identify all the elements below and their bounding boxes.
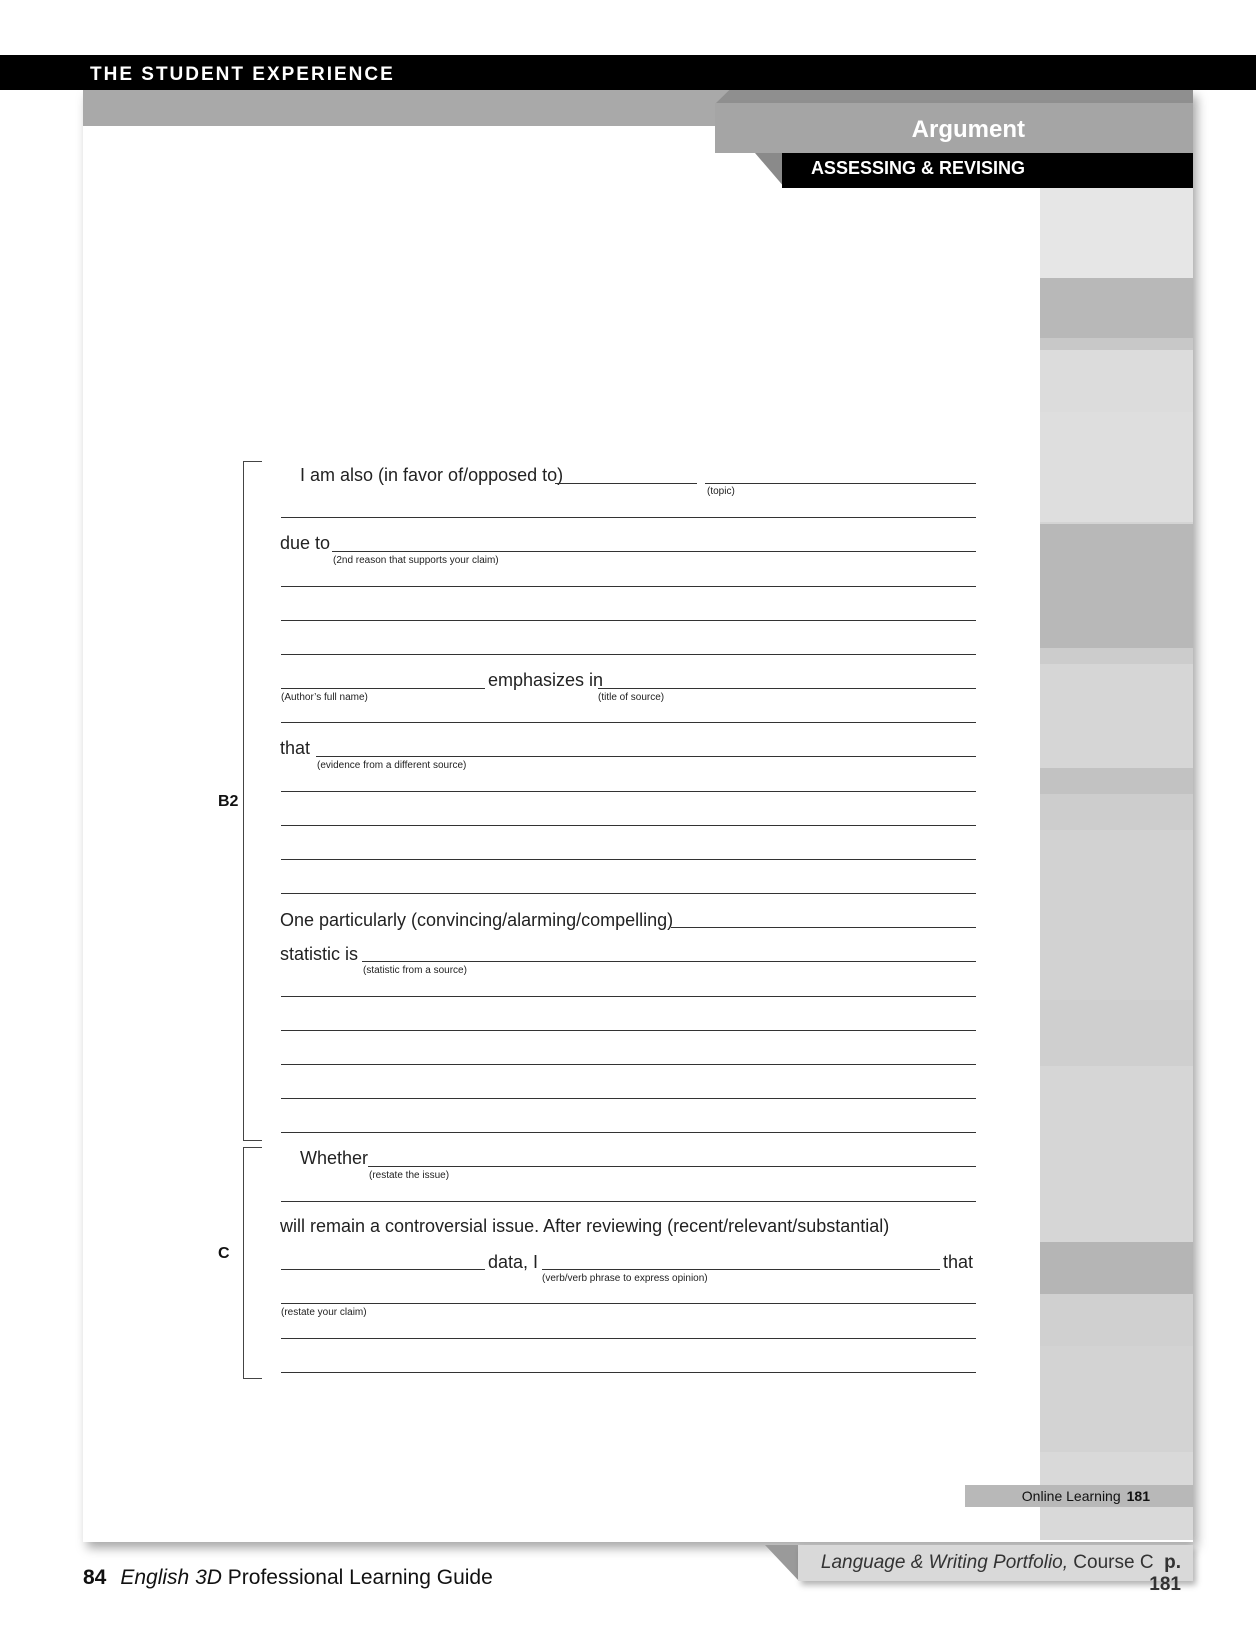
section-b2-label: B2 <box>218 793 239 810</box>
source-title-blank[interactable] <box>598 688 976 689</box>
evidence-caption: (evidence from a different source) <box>317 760 467 771</box>
reason-blank[interactable] <box>332 551 976 552</box>
due-to-prompt: due to <box>280 533 331 553</box>
side-tab <box>1040 1294 1193 1346</box>
portfolio-page: p. 181 <box>1149 1552 1181 1595</box>
portfolio-ref-text <box>798 1552 1181 1596</box>
side-tab <box>1040 664 1193 768</box>
side-tab <box>1040 350 1193 412</box>
statistic-intro-prompt: One particularly (convincing/alarming/compelling) <box>280 910 674 930</box>
writing-line[interactable] <box>281 1030 976 1031</box>
statistic-caption: (statistic from a source) <box>363 965 467 976</box>
side-tab <box>1040 768 1193 794</box>
assessing-revising-label: ASSESSING & REVISING <box>810 158 1025 178</box>
writing-line[interactable] <box>281 1338 976 1339</box>
side-tab <box>1040 648 1193 664</box>
title-caption: (title of source) <box>598 692 665 703</box>
online-learning-page: 181 <box>1126 1488 1150 1504</box>
writing-line[interactable] <box>281 1372 976 1373</box>
page-footer <box>83 1566 493 1590</box>
footer-page-number: 84 <box>83 1566 107 1589</box>
writing-line[interactable] <box>281 1201 976 1202</box>
claim-caption: (restate your claim) <box>281 1307 367 1318</box>
claim-blank[interactable] <box>281 1303 976 1304</box>
side-tab <box>1040 338 1193 350</box>
data-adjective-blank[interactable] <box>281 1269 485 1270</box>
emphasizes-prompt: emphasizes in <box>488 670 604 690</box>
side-tab <box>1040 188 1193 278</box>
that-end-prompt: that <box>943 1252 974 1272</box>
side-tab <box>1040 830 1193 1000</box>
data-i-prompt: data, I <box>488 1252 539 1272</box>
section-b2-bracket <box>243 461 262 1141</box>
opinion-verb-blank[interactable] <box>542 1269 940 1270</box>
side-tab <box>1040 1346 1193 1452</box>
writing-line[interactable] <box>281 859 976 860</box>
author-caption: (Author’s full name) <box>281 692 368 703</box>
adjective-blank[interactable] <box>671 927 976 928</box>
issue-caption: (restate the issue) <box>369 1170 450 1181</box>
argument-title: Argument <box>911 116 1025 143</box>
issue-blank[interactable] <box>368 1166 976 1167</box>
topic-caption: (topic) <box>707 486 735 497</box>
side-tab <box>1040 524 1193 648</box>
favor-opposed-blank[interactable] <box>555 483 697 484</box>
side-tab <box>1040 412 1193 522</box>
that-prompt: that <box>280 738 311 758</box>
side-tab <box>1040 1000 1193 1066</box>
side-tab <box>1040 1242 1193 1294</box>
section-c-label: C <box>218 1245 230 1262</box>
writing-line[interactable] <box>281 791 976 792</box>
verb-caption: (verb/verb phrase to express opinion) <box>542 1273 708 1284</box>
header-banner-text: THE STUDENT EXPERIENCE <box>90 64 395 85</box>
footer-book-title: Professional Learning Guide <box>227 1566 493 1589</box>
writing-line[interactable] <box>281 1132 976 1133</box>
author-blank[interactable] <box>281 688 485 689</box>
portfolio-ref-notch <box>765 1545 799 1581</box>
writing-line[interactable] <box>281 1064 976 1065</box>
writing-line[interactable] <box>281 893 976 894</box>
writing-line[interactable] <box>281 1098 976 1099</box>
section-c-bracket <box>243 1147 262 1379</box>
writing-line[interactable] <box>281 996 976 997</box>
writing-line[interactable] <box>281 586 976 587</box>
evidence-blank[interactable] <box>316 756 976 757</box>
side-tab <box>1040 278 1193 338</box>
portfolio-title: Language & Writing Portfolio, <box>820 1552 1069 1573</box>
writing-line[interactable] <box>281 825 976 826</box>
controversial-prompt: will remain a controversial issue. After reviewing (recent/relevant/substantial) <box>280 1216 890 1236</box>
writing-line[interactable] <box>281 722 976 723</box>
favor-opposed-prompt: I am also (in favor of/opposed to) <box>300 465 564 485</box>
writing-line[interactable] <box>281 517 976 518</box>
side-tab <box>1040 794 1193 830</box>
side-tab <box>1040 1066 1193 1242</box>
statistic-is-prompt: statistic is <box>280 944 359 964</box>
online-learning-label <box>965 1488 1150 1504</box>
footer-book-italic: English 3D <box>120 1566 222 1589</box>
writing-line[interactable] <box>281 654 976 655</box>
online-learning-text: Online Learning <box>1021 1488 1121 1504</box>
whether-prompt: Whether <box>300 1148 369 1168</box>
topic-blank[interactable] <box>705 483 976 484</box>
reason-caption: (2nd reason that supports your claim) <box>333 555 499 566</box>
argument-tab-shade <box>715 90 1193 104</box>
writing-line[interactable] <box>281 620 976 621</box>
portfolio-course: Course C <box>1073 1552 1154 1573</box>
statistic-blank[interactable] <box>362 961 976 962</box>
